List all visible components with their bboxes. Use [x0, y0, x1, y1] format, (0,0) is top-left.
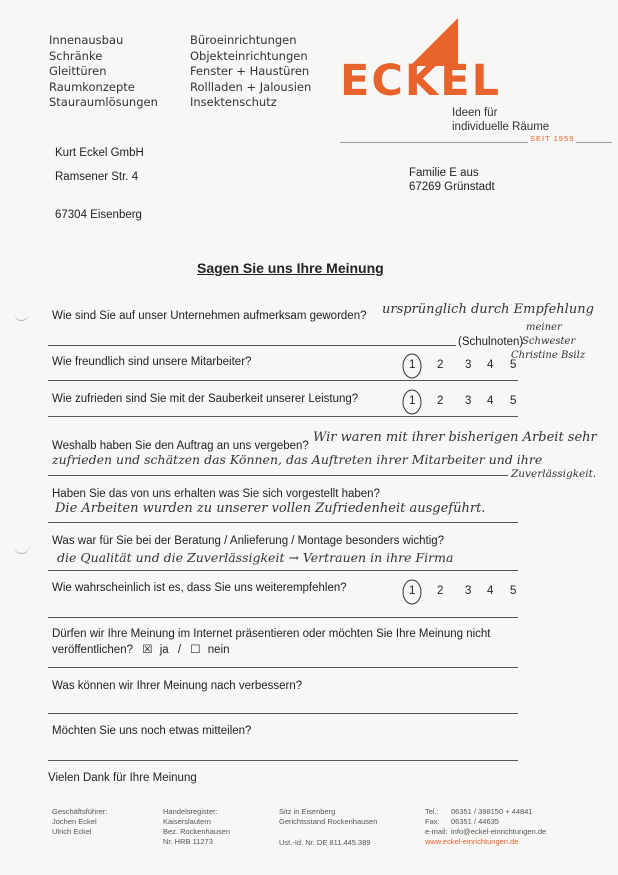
rating-option-5[interactable]: 5: [510, 359, 517, 371]
footer-line: Geschäftsführer:: [52, 807, 108, 816]
footer-line: Ulrich Eckel: [52, 827, 92, 836]
rating-selected-circle: [400, 388, 424, 416]
rating-option-5[interactable]: 5: [510, 395, 517, 407]
footer-register: [163, 807, 230, 847]
question-reason: Weshalb haben Sie den Auftrag an uns vergeben?: [52, 440, 309, 452]
footer-line: Bez. Rockenhausen: [163, 827, 231, 836]
rating-option-3[interactable]: 3: [465, 359, 472, 371]
question-publish-label: veröffentlichen?: [52, 644, 133, 656]
question-improve: Was können wir Ihrer Meinung nach verbessern?: [52, 680, 303, 692]
website-link[interactable]: www.eckel-einrichtungen.de: [425, 837, 519, 846]
service-item: Innenausbau: [49, 33, 124, 47]
answer-line: [48, 475, 508, 476]
rating-selected-circle: [400, 578, 424, 606]
label-no: nein: [207, 644, 230, 656]
schulnoten-label: (Schulnoten): [458, 336, 524, 348]
tel-label: Tel.:: [425, 807, 439, 816]
thanks-text: Vielen Dank für Ihre Meinung: [48, 772, 197, 784]
answer-line: [48, 570, 518, 571]
footer-vat: Ust.-Id. Nr. DE 811.445.389: [279, 838, 371, 847]
service-item: Stauraumlösungen: [49, 95, 158, 109]
footer-line: Handelsregister:: [163, 807, 218, 816]
tagline-line: individuelle Räume: [452, 121, 550, 133]
recipient-name: Familie E aus: [409, 167, 479, 179]
rating-option-1[interactable]: 1: [409, 359, 416, 371]
service-item: Büroeinrichtungen: [190, 33, 297, 47]
rating-option-4[interactable]: 4: [487, 585, 494, 597]
footer-contact: [425, 807, 546, 847]
punch-hole: [14, 545, 29, 554]
email-link[interactable]: info@eckel-einrichtungen.de: [451, 827, 547, 836]
answer-referral-note: Christine Bsilz: [511, 350, 586, 361]
fax-value: 06351 / 44635: [451, 817, 499, 826]
question-importance: Was war für Sie bei der Beratung / Anlieferung / Montage besonders wichtig?: [52, 535, 445, 547]
checkbox-yes[interactable]: ☒: [142, 644, 153, 656]
checkbox-no[interactable]: ☐: [190, 644, 201, 656]
services-list-right: [190, 33, 311, 111]
footer-seat: [279, 807, 377, 827]
answer-line: [48, 617, 518, 618]
footer-management: [52, 807, 107, 837]
question-friendliness: Wie freundlich sind unsere Mitarbeiter?: [52, 356, 252, 368]
answer-line: [48, 522, 518, 523]
service-item: Gleittüren: [49, 64, 107, 78]
service-item: Insektenschutz: [190, 95, 277, 109]
logo-wordmark: ECKEL: [340, 56, 502, 106]
question-recommend: Wie wahrscheinlich ist es, dass Sie uns weiterempfehlen?: [52, 582, 347, 594]
answer-line: [48, 380, 518, 381]
answer-importance: die Qualität und die Zuverlässigkeit → Vertrauen in ihre Firma: [57, 550, 454, 565]
question-expectations: Haben Sie das von uns erhalten was Sie sich vorgestellt haben?: [52, 488, 380, 500]
footer-line: Kaiserslautern: [163, 817, 211, 826]
answer-reason: Zuverlässigkeit.: [511, 468, 597, 480]
answer-referral-note: Schwester: [522, 336, 576, 347]
sender-street: Ramsener Str. 4: [55, 171, 139, 183]
tel-value: 06351 / 398150 + 44841: [451, 807, 533, 816]
answer-line: [48, 345, 456, 346]
eckel-logo: [340, 18, 580, 148]
logo-since: SEIT 1959: [530, 134, 575, 143]
service-item: Rollladen + Jalousien: [190, 79, 312, 94]
rating-option-2[interactable]: 2: [437, 395, 444, 407]
answer-expectations: Die Arbeiten wurden zu unserer vollen Zufriedenheit ausgeführt.: [55, 501, 486, 516]
sender-company: Kurt Eckel GmbH: [55, 147, 144, 159]
option-separator: /: [177, 644, 182, 656]
punch-hole: [14, 312, 29, 321]
footer-line: Gerichtsstand Rockenhausen: [279, 817, 378, 826]
tagline-line: Ideen für: [452, 107, 498, 119]
rating-option-4[interactable]: 4: [487, 359, 494, 371]
answer-line: [48, 713, 518, 714]
service-item: Objekteinrichtungen: [190, 48, 308, 63]
fax-label: Fax:: [425, 817, 440, 826]
email-label: e-mail:: [425, 827, 448, 836]
rating-option-4[interactable]: 4: [487, 395, 494, 407]
footer-line: Jochen Eckel: [52, 817, 97, 826]
rating-selected-circle: [400, 352, 424, 380]
service-item: Schränke: [49, 48, 103, 63]
recipient-city: 67269 Grünstadt: [409, 181, 495, 193]
answer-reason: zufrieden und schätzen das Können, das Auftreten ihrer Mitarbeiter und ihre: [52, 452, 543, 467]
label-yes: ja: [159, 644, 169, 656]
services-list-left: [49, 33, 158, 111]
rating-option-3[interactable]: 3: [465, 585, 472, 597]
sender-city: 67304 Eisenberg: [55, 209, 142, 221]
question-referral: Wie sind Sie auf unser Unternehmen aufmerksam geworden?: [52, 310, 367, 322]
logo-tagline: [452, 106, 549, 134]
answer-line: [48, 667, 518, 668]
rating-option-2[interactable]: 2: [437, 585, 444, 597]
service-item: Fenster + Haustüren: [190, 64, 310, 78]
footer-line: Sitz in Eisenberg: [279, 807, 336, 816]
service-item: Raumkonzepte: [49, 79, 135, 94]
rating-option-1[interactable]: 1: [409, 585, 416, 597]
rating-option-1[interactable]: 1: [409, 395, 416, 407]
footer-line: Nr. HRB 11273: [163, 837, 213, 846]
answer-referral: ursprünglich durch Empfehlung: [382, 302, 594, 317]
page-title: Sagen Sie uns Ihre Meinung: [197, 260, 384, 276]
question-publish: Dürfen wir Ihre Meinung im Internet präsentieren oder möchten Sie Ihre Meinung nicht: [52, 628, 491, 640]
answer-line: [48, 760, 518, 761]
question-message: Möchten Sie uns noch etwas mitteilen?: [52, 725, 252, 737]
answer-referral-note: meiner: [526, 322, 562, 333]
rating-option-5[interactable]: 5: [510, 585, 517, 597]
rating-option-2[interactable]: 2: [437, 359, 444, 371]
question-cleanliness: Wie zufrieden sind Sie mit der Sauberkeit unserer Leistung?: [52, 393, 359, 405]
answer-line: [48, 416, 518, 417]
question-publish-cont: [52, 642, 230, 656]
rating-option-3[interactable]: 3: [465, 395, 472, 407]
answer-reason: Wir waren mit ihrer bisherigen Arbeit sehr: [313, 430, 597, 445]
